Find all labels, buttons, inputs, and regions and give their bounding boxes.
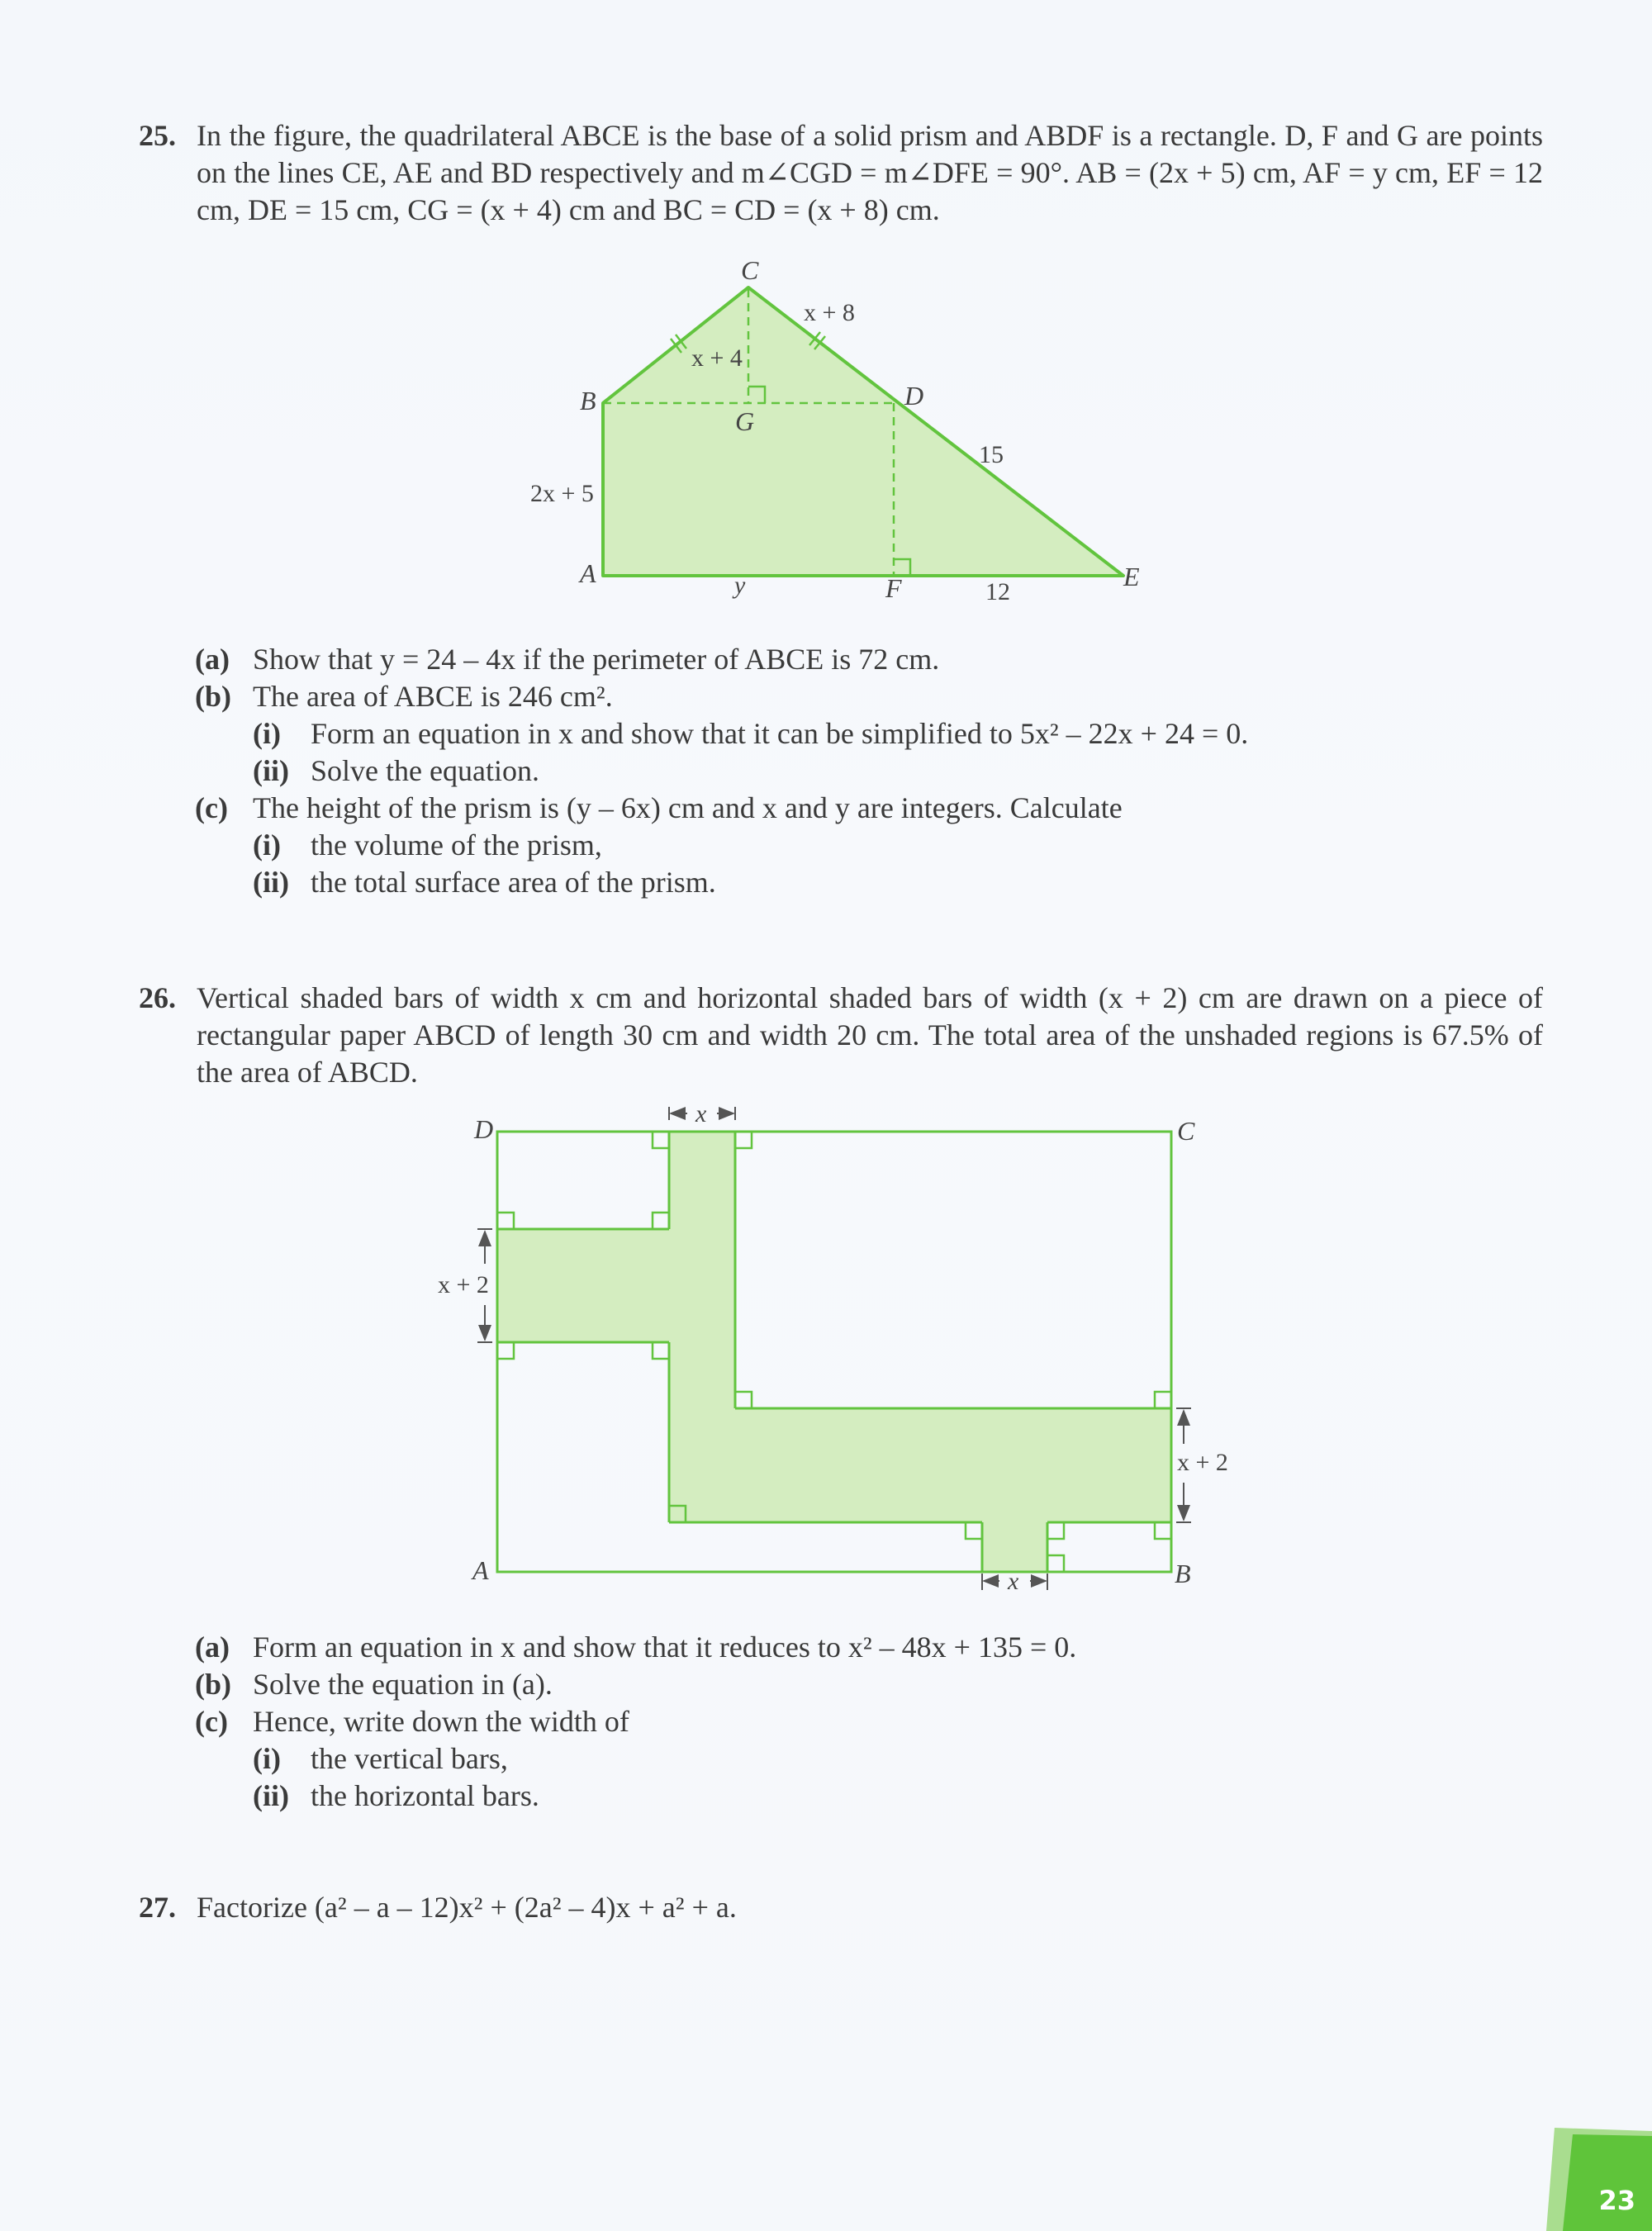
question-stem: Vertical shaded bars of width x cm and horizontal shaded bars of width (x + 2) cm are drawn on a piece of rectangular paper ABCD of length 30 cm and width 20 cm. The total area of the unshaded regions is 67.5% of the area of ABCD.: [197, 981, 1543, 1089]
question-number: 26.: [139, 981, 176, 1014]
edge-label-af: y: [734, 572, 746, 599]
question-number: 25.: [139, 119, 176, 152]
part-a: (a) Show that y = 24 – 4x if the perimeter of ABCE is 72 cm.: [195, 643, 940, 676]
edge-label-cd: x + 8: [804, 299, 855, 326]
shaded-bars: [497, 1132, 1171, 1572]
page-number: 23: [1598, 2185, 1635, 2216]
part-c: (c) The height of the prism is (y – 6x) cm and x and y are integers. Calculate: [195, 791, 1123, 824]
prism-base-figure: [0, 0, 1652, 628]
question-text: Factorize (a² – a – 12)x² + (2a² – 4)x + a² + a.: [197, 1891, 737, 1924]
quadrilateral-abce: [603, 287, 1123, 576]
edge-label-fe: 12: [985, 578, 1010, 605]
part-c-i: (i) the volume of the prism,: [253, 828, 602, 862]
part-b: (b) Solve the equation in (a).: [195, 1668, 553, 1701]
vertex-label-d: D: [904, 381, 924, 411]
part-c: (c) Hence, write down the width of: [195, 1705, 629, 1738]
part-c-ii: (ii) the total surface area of the prism.: [253, 866, 716, 899]
question-27: [139, 1889, 1543, 1926]
question-26-parts: [195, 1629, 1076, 1815]
vertex-label-e: E: [1123, 562, 1140, 591]
part-a: (a) Form an equation in x and show that it reduces to x² – 48x + 135 = 0.: [195, 1631, 1077, 1664]
edge-label-de: 15: [979, 441, 1004, 468]
vertex-label-b: B: [1175, 1559, 1191, 1588]
question-number: 27.: [139, 1891, 176, 1924]
part-b: (b) The area of ABCE is 246 cm².: [195, 680, 613, 713]
label-right-bar-height: x + 2: [1177, 1449, 1228, 1476]
shaded-bars-figure: [0, 1074, 1652, 1619]
part-c-ii: (ii) the horizontal bars.: [253, 1779, 539, 1812]
edge-label-ab: 2x + 5: [530, 480, 594, 507]
vertex-label-g: G: [735, 406, 755, 436]
label-left-bar-height: x + 2: [438, 1271, 489, 1298]
part-c-i: (i) the vertical bars,: [253, 1742, 508, 1775]
part-b-ii: (ii) Solve the equation.: [253, 754, 539, 787]
vertex-label-b: B: [580, 386, 596, 415]
part-b-i: (i) Form an equation in x and show that it can be simplified to 5x² – 22x + 24 = 0.: [253, 717, 1249, 750]
vertex-label-f: F: [885, 573, 902, 603]
vertex-label-a: A: [472, 1555, 489, 1585]
label-bottom-bar-width: x: [1008, 1568, 1019, 1595]
question-stem: In the figure, the quadrilateral ABCE is the base of a solid prism and ABDF is a rectangle. D, F and G are points on the lines CE, AE and BD respectively and m∠CGD = m∠DFE = 90°. AB = (2x + 5) cm, AF = y cm, EF = 12 cm, DE = 15 cm, CG = (x + 4) cm and BC = CD = (x + 8) cm.: [197, 119, 1543, 226]
question-25-parts: [195, 641, 1248, 901]
vertex-label-a: A: [580, 558, 596, 588]
vertex-label-c: C: [1177, 1116, 1195, 1146]
edge-label-cg: x + 4: [691, 344, 743, 372]
vertex-label-c: C: [741, 255, 759, 285]
label-top-bar-width: x: [695, 1100, 707, 1127]
vertex-label-d: D: [474, 1114, 494, 1144]
